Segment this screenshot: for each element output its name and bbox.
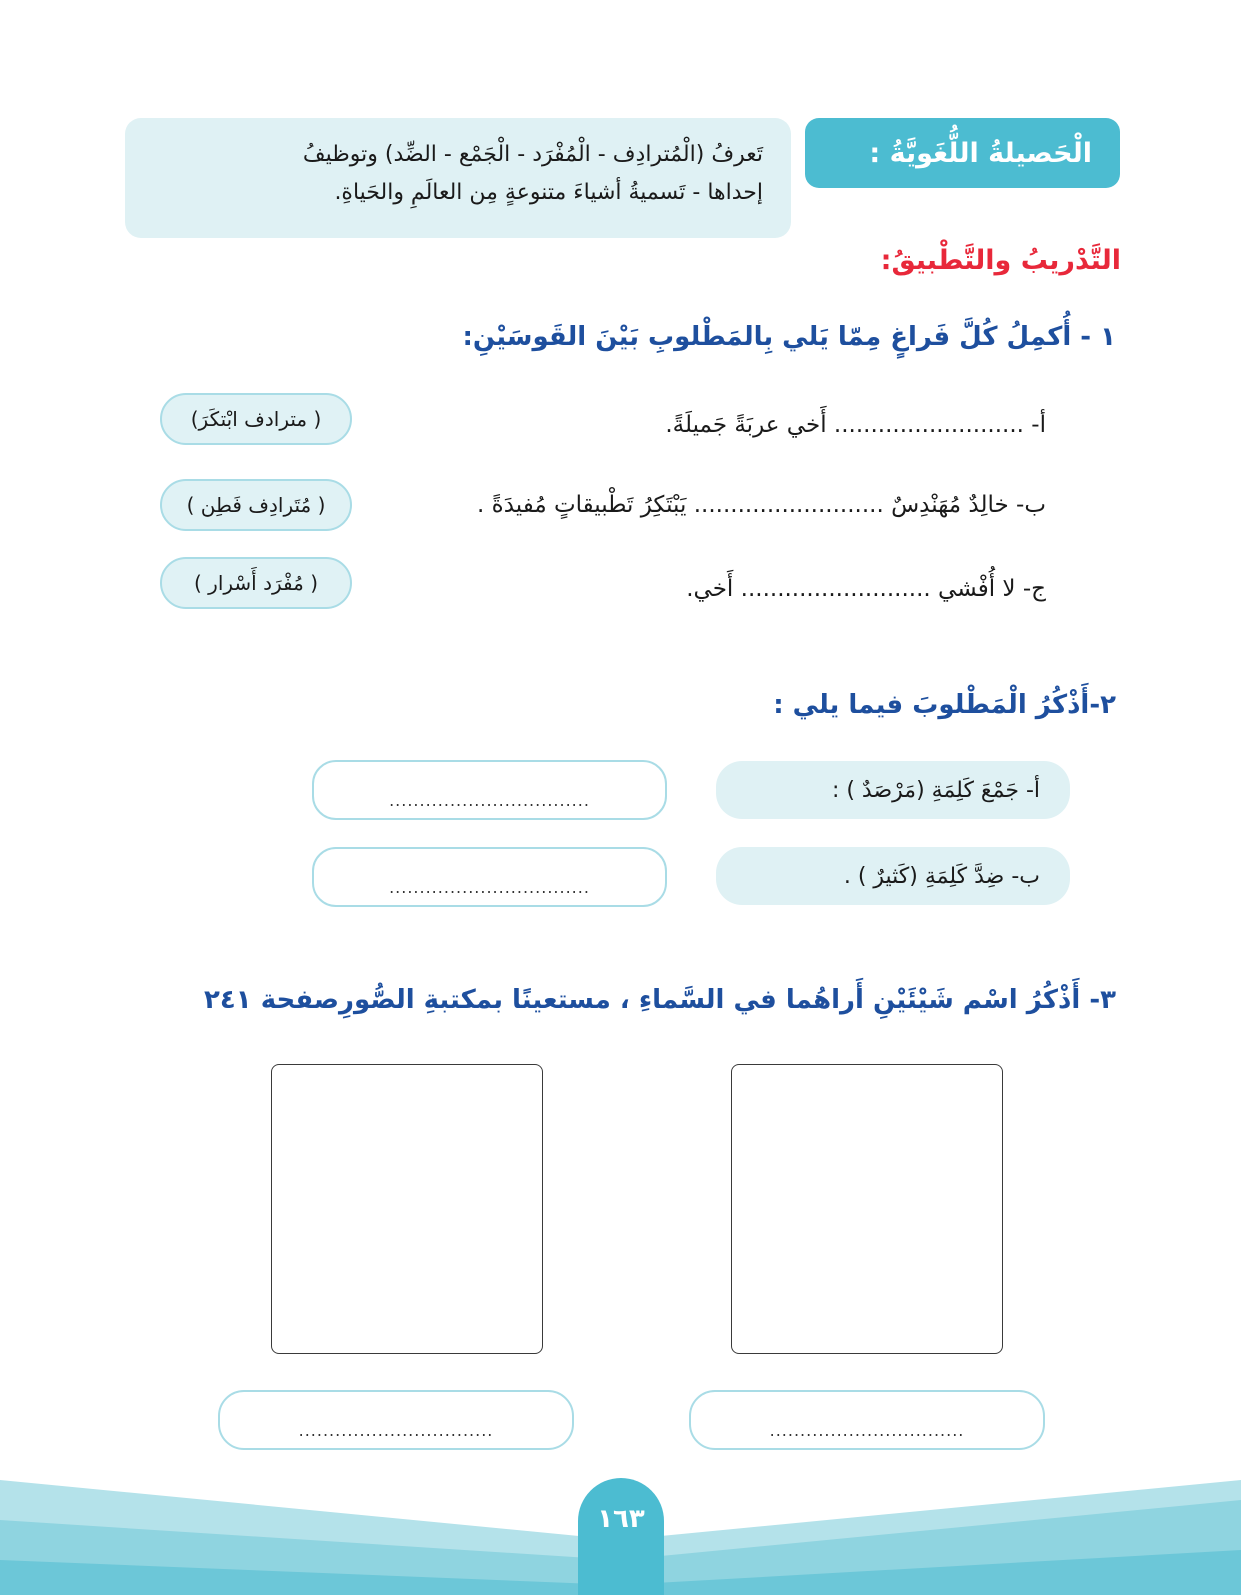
question-1-item-a: أ- .......................... أَخي عربَةً جَميلَةً. [665,412,1046,438]
section-badge [805,118,1120,188]
objectives-line-2: إحداها - تَسميةُ أشياءَ متنوعةٍ مِن العالَمِ والحَياةِ. [334,180,763,205]
answer-dots: ................................ [769,1421,965,1440]
question-2-answer-b[interactable] [312,847,667,907]
question-2-prompt-a [716,761,1070,819]
question-2-title: ٢-أَذْكُرُ الْمَطْلوبَ فيما يلي : [773,690,1116,720]
answer-box-right[interactable] [689,1390,1045,1450]
objectives-box [125,118,791,238]
section-title: التَّدْريبُ والتَّطْبيقُ: [880,245,1121,276]
answer-dots: ................................ [298,1421,494,1440]
question-1-hint-c: ( مُفْرَد أَسْرار ) [160,557,352,609]
question-1-item-b: ب- خالِدٌ مُهَنْدِسٌ .......................... يَبْتَكِرُ تَطْبيقاتٍ مُفيدَةً . [477,492,1046,518]
question-2-prompt-a-text: أ- جَمْعَ كَلِمَةِ (مَرْصَدٌ ) : [831,777,1040,803]
question-1-item-c: ج- لا أُفْشي .......................... أَخي. [686,576,1046,602]
question-2-prompt-b [716,847,1070,905]
question-1-title: ١ - أُكمِلُ كُلَّ فَراغٍ مِمّا يَلي بِالمَطْلوبِ بَيْنَ القَوسَيْنِ: [462,322,1116,352]
page-number-text: ١٦٣ [597,1504,645,1534]
question-1-hint-b: ( مُتَرادِف فَطِن ) [160,479,352,531]
page-number [578,1478,664,1595]
section-badge-label: الْحَصيلةُ اللُّغَويَّةُ : [869,137,1092,169]
drawing-box-left[interactable] [271,1064,543,1354]
answer-box-left[interactable] [218,1390,574,1450]
question-3-title: ٣- أَذْكُرُ اسْم شَيْئَيْنِ أَراهُما في السَّماءِ ، مستعينًا بمكتبةِ الصُّورِصفحة ٢٤١ [204,985,1116,1015]
answer-dots: ................................. [389,878,590,897]
drawing-box-right[interactable] [731,1064,1003,1354]
answer-dots: ................................. [389,791,590,810]
question-2-answer-a[interactable] [312,760,667,820]
objectives-line-1: تَعرفُ (الْمُترادِف - الْمُفْرَد - الْجَمْع - الضِّد) وتوظيفُ [302,142,763,167]
question-2-prompt-b-text: ب- ضِدَّ كَلِمَةِ (كَثيرٌ ) . [843,863,1040,889]
question-1-hint-a: ( مترادف ابْتكَرَ) [160,393,352,445]
